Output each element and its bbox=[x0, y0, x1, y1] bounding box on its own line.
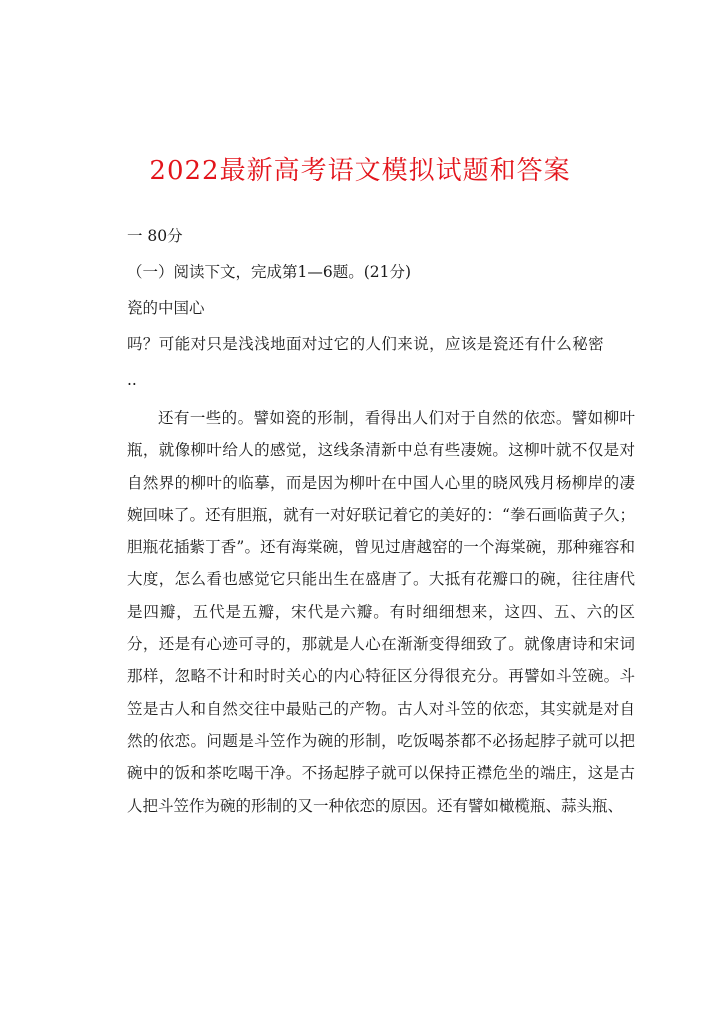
section-heading: （一）阅读下文，完成第1—6题。(21分) bbox=[127, 263, 412, 281]
ellipsis-line: .. bbox=[127, 371, 137, 389]
article-title: 瓷的中国心 bbox=[127, 299, 205, 317]
article-paragraph: 还有一些的。譬如瓷的形制，看得出人们对于自然的依恋。譬如柳叶瓶，就像柳叶给人的感觉，这线条清新中总有些凄婉。这柳叶就不仅是对自然界的柳叶的临摹，而是因为柳叶在中国人心里的晓风残月杨柳岸的凄婉回味了。还有胆瓶，就有一对好联记着它的美好的：“拳石画临黄子久；胆瓶花插紫丁香”。还有海棠碗，曾见过唐越窑的一个海棠碗，那种雍容和大度，怎么看也感觉它只能出生在盛唐了。大抵有花瓣口的碗，往往唐代是四瓣，五代是五瓣，宋代是六瓣。有时细细想来，这四、五、六的区分，还是有心迹可寻的，那就是人心在渐渐变得细致了。就像唐诗和宋词那样，忽略不计和时时关心的内心特征区分得很充分。再譬如斗笠碗。斗笠是古人和自然交往中最贴己的产物。古人对斗笠的依恋，其实就是对自然的依恋。问题是斗笠作为碗的形制，吃饭喝茶都不必扬起脖子就可以把碗中的饭和茶吃喝干净。不扬起脖子就可以保持正襟危坐的端庄，这是古人把斗笠作为碗的形制的又一种依恋的原因。还有譬如橄榄瓶、蒜头瓶、 bbox=[127, 409, 635, 815]
score-line: 一 80分 bbox=[127, 227, 183, 245]
page-title: 2022最新高考语文模拟试题和答案 bbox=[149, 156, 571, 186]
question-line: 吗？可能对只是浅浅地面对过它的人们来说，应该是瓷还有什么秘密 bbox=[127, 335, 605, 353]
